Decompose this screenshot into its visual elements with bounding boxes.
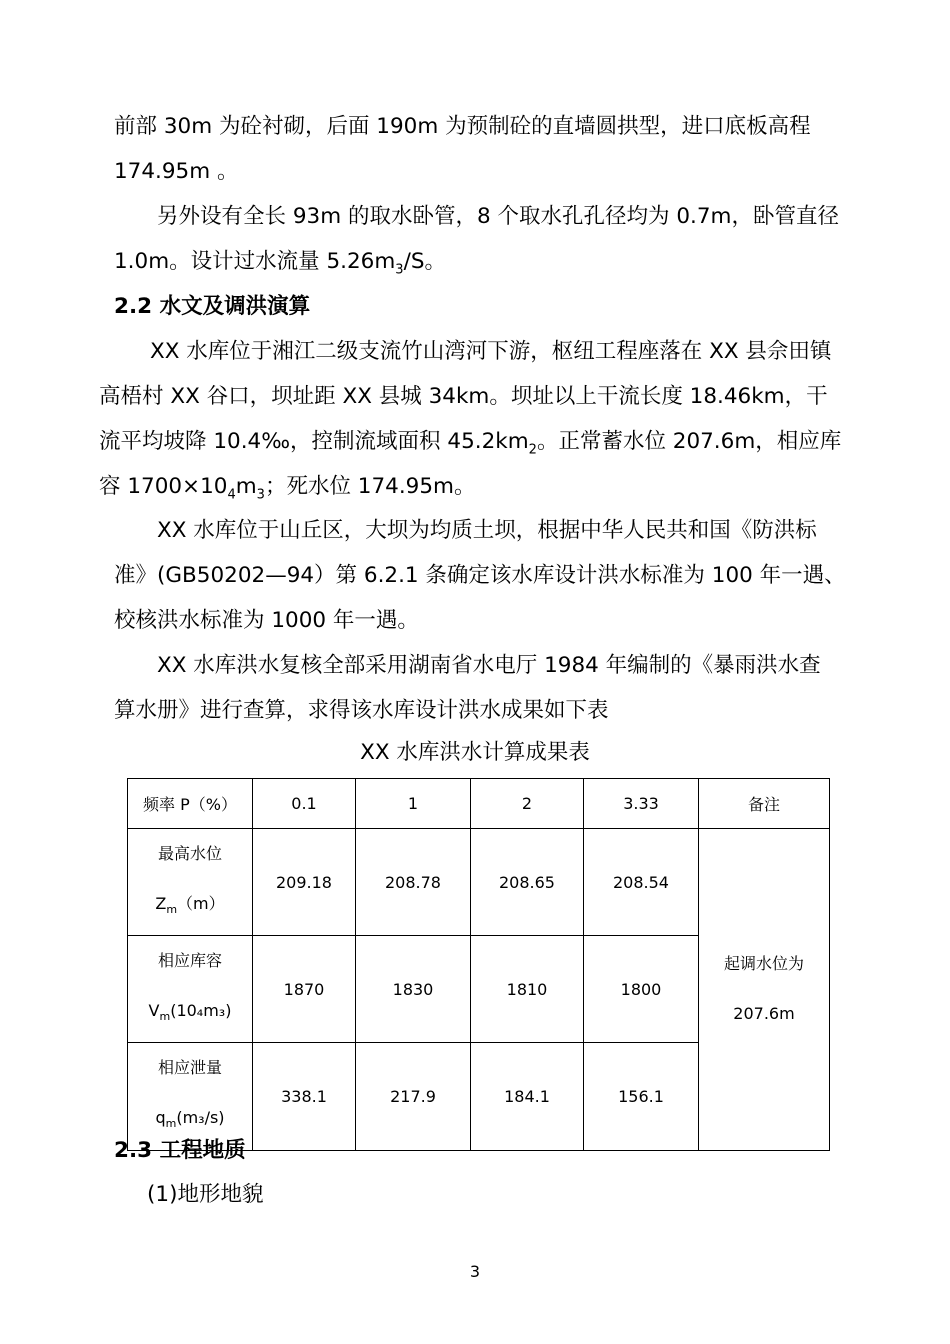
table-cell: 209.18	[253, 829, 356, 936]
unit: （m）	[177, 894, 225, 913]
table-cell: 1800	[584, 936, 699, 1043]
table-cell: 156.1	[584, 1043, 699, 1150]
table-cell: 208.78	[356, 829, 471, 936]
text-run: m	[235, 474, 257, 499]
paragraph-line: (1)地形地貌	[147, 1182, 264, 1207]
paragraph-line: XX 水库位于湘江二级支流竹山湾河下游，枢纽工程座落在 XX 县佘田镇	[150, 339, 832, 364]
remark-line: 起调水位为	[723, 954, 804, 974]
paragraph-line: XX 水库洪水复核全部采用湖南省水电厅 1984 年编制的《暴雨洪水查	[157, 653, 821, 678]
paragraph-line: 高梧村 XX 谷口，坝址距 XX 县城 34km。坝址以上干流长度 18.46km，干	[99, 384, 828, 409]
row-label-name: 最高水位	[157, 844, 222, 863]
symbol: Z	[155, 894, 167, 913]
text-run: 容 1700×10	[99, 474, 228, 499]
remark-line: 207.6m	[733, 1004, 795, 1024]
row-label-symbol	[128, 879, 252, 935]
text-run: /S。	[403, 249, 446, 274]
symbol: V	[148, 1001, 160, 1021]
subscript: m	[166, 903, 178, 917]
subscript: m	[165, 1117, 177, 1131]
table-cell: 208.54	[584, 829, 699, 936]
paragraph-line: 前部 30m 为砼衬砌，后面 190m 为预制砼的直墙圆拱型，进口底板高程	[114, 114, 811, 139]
paragraph-line	[99, 472, 475, 502]
section-heading: 2.3 工程地质	[114, 1138, 246, 1163]
paragraph-line: 校核洪水标准为 1000 年一遇。	[114, 608, 419, 633]
text-run: 1.0m。设计过水流量 5.26m	[114, 249, 396, 274]
subscript: m	[159, 1010, 171, 1024]
section-heading: 2.2 水文及调洪演算	[114, 294, 311, 319]
paragraph-line: XX 水库位于山丘区，大坝为均质土坝，根据中华人民共和国《防洪标	[157, 518, 817, 543]
paragraph-line: 算水册》进行查算，求得该水库设计洪水成果如下表	[114, 698, 609, 723]
header-cell: 3.33	[584, 779, 699, 829]
table-cell: 1870	[253, 936, 356, 1043]
table-header-row	[128, 779, 830, 829]
subscript: 3	[256, 487, 265, 503]
header-cell: 备注	[699, 779, 830, 829]
header-cell: 2	[471, 779, 584, 829]
row-label-symbol	[128, 986, 252, 1042]
table-caption: XX 水库洪水计算成果表	[360, 740, 590, 765]
paragraph-line: 准》(GB50202—94）第 6.2.1 条确定该水库设计洪水标准为 100 年一遇、	[114, 563, 846, 588]
flood-results-table	[127, 778, 830, 1151]
table-cell: 1810	[471, 936, 584, 1043]
row-label-name: 相应库容	[157, 951, 222, 971]
subscript: 3	[395, 262, 404, 278]
row-label-cell	[128, 829, 253, 936]
paragraph-line	[114, 247, 446, 277]
table-cell: 208.65	[471, 829, 584, 936]
table-row	[128, 829, 830, 936]
text-run: 。正常蓄水位 207.6m，相应库	[536, 429, 842, 454]
symbol: q	[155, 1108, 166, 1128]
paragraph-line: 174.95m 。	[114, 159, 239, 184]
paragraph-line: 另外设有全长 93m 的取水卧管，8 个取水孔孔径均为 0.7m，卧管直径	[157, 204, 839, 229]
header-cell: 0.1	[253, 779, 356, 829]
paragraph-line	[99, 427, 841, 457]
subscript: 2	[528, 442, 537, 458]
table-cell: 1830	[356, 936, 471, 1043]
row-label-cell	[128, 1043, 253, 1150]
subscript: 4	[227, 487, 236, 503]
unit: (m₃/s)	[176, 1108, 225, 1128]
table-cell: 338.1	[253, 1043, 356, 1150]
table-cell: 217.9	[356, 1043, 471, 1150]
text-run: 流平均坡降 10.4‰，控制流域面积 45.2km	[99, 429, 529, 454]
row-label-name: 相应泄量	[157, 1058, 222, 1078]
remark-cell	[699, 829, 830, 1151]
text-run: ；死水位 174.95m。	[264, 474, 476, 499]
header-cell: 1	[356, 779, 471, 829]
unit: (10₄m₃)	[170, 1001, 232, 1021]
row-label-cell	[128, 936, 253, 1043]
header-cell: 频率 P（%）	[128, 779, 253, 829]
page-number: 3	[469, 1262, 481, 1281]
table-cell: 184.1	[471, 1043, 584, 1150]
